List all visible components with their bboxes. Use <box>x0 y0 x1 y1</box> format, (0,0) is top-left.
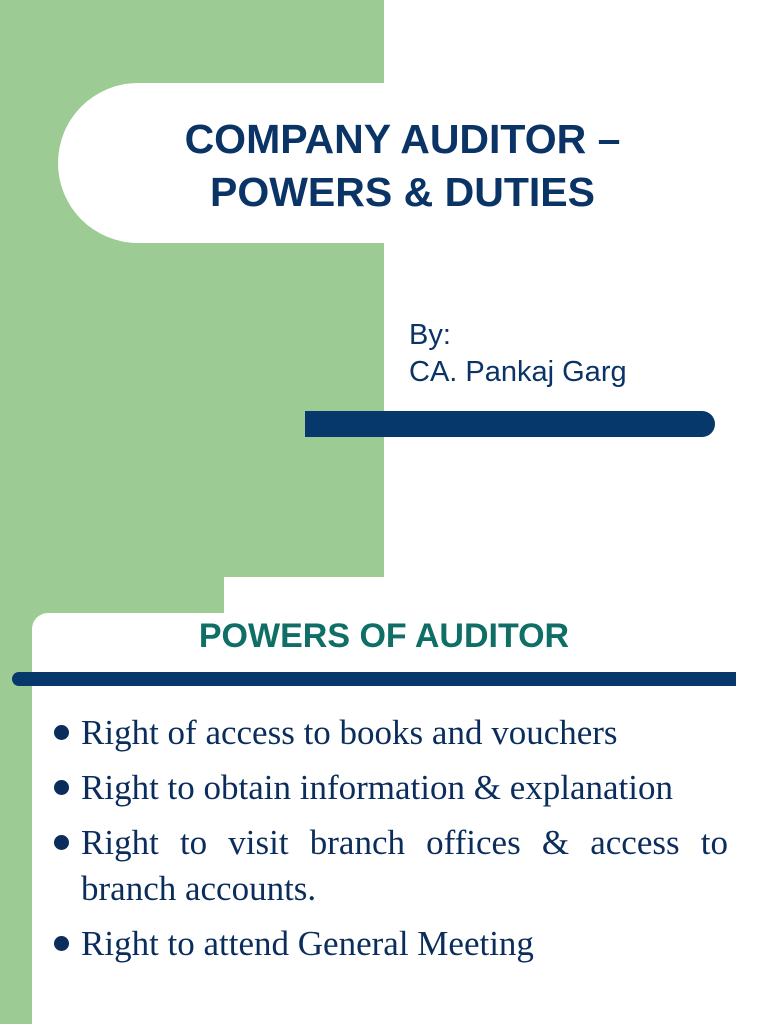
author-name: CA. Pankaj Garg <box>409 356 627 388</box>
bullet-item <box>52 765 728 811</box>
divider-bar <box>305 411 715 437</box>
bullet-item <box>52 820 728 912</box>
section-divider-bar <box>12 672 736 686</box>
by-label: By: <box>409 319 451 351</box>
bullet-text: Right of access to books and vouchers <box>81 713 618 752</box>
bullet-item <box>52 921 728 967</box>
bullet-list <box>52 710 728 976</box>
bullet-text: Right to obtain information & explanation <box>81 768 673 807</box>
slide-title <box>110 113 695 219</box>
bullet-item <box>52 710 728 756</box>
section-title: POWERS OF AUDITOR <box>198 617 570 655</box>
bullet-text: Right to visit branch offices & access to branch accounts. <box>81 823 728 908</box>
slide-title-line-2: POWERS & DUTIES <box>210 169 595 215</box>
slide-title-line-1: COMPANY AUDITOR – <box>184 116 621 162</box>
bullet-text: Right to attend General Meeting <box>81 924 534 963</box>
bullet-dot-icon <box>54 725 69 740</box>
bullet-dot-icon <box>54 835 69 850</box>
bullet-dot-icon <box>54 780 69 795</box>
bullet-dot-icon <box>54 936 69 951</box>
